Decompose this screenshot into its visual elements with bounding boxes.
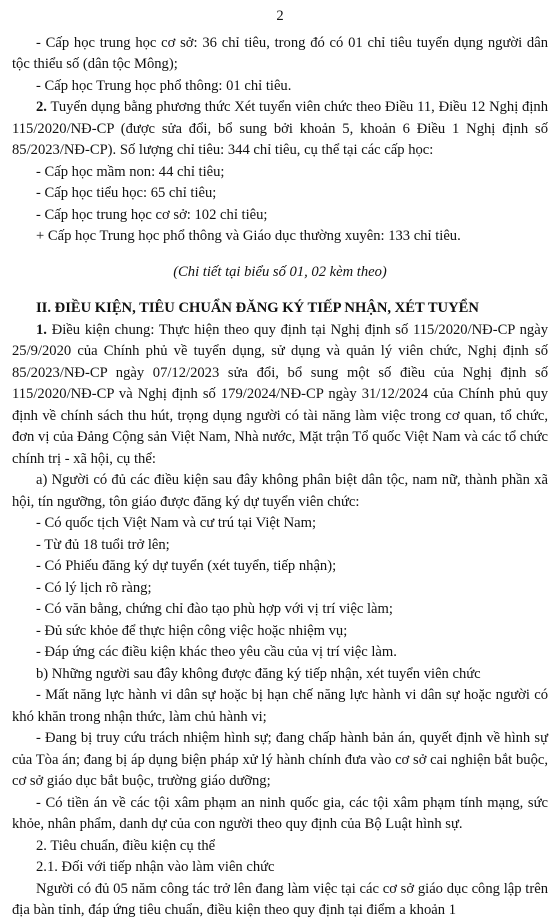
list-item: - Cấp học trung học cơ sở: 36 chỉ tiêu, trong đó có 01 chỉ tiêu tuyển dụng người dân tộc thiểu số (dân tộc Mông); [12, 34, 548, 72]
subsection-heading: 2. Tiêu chuẩn, điều kiện cụ thể [36, 837, 216, 854]
list-item: - Có tiền án về các tội xâm phạm an ninh quốc gia, các tội xâm phạm tính mạng, sức khỏe, nhân phẩm, danh dự của con người theo quy định của Bộ Luật hình sự. [12, 794, 548, 833]
paragraph-number: 1. [36, 321, 47, 338]
paragraph: b) Những người sau đây không được đăng ký tiếp nhận, xét tuyển viên chức [36, 665, 481, 682]
list-item: - Mất năng lực hành vi dân sự hoặc bị hạn chế năng lực hành vi dân sự hoặc người có khó khăn trong nhận thức, làm chủ hành vi; [12, 687, 548, 725]
paragraph: Người có đủ 05 năm công tác trở lên đang làm việc tại các cơ sở giáo dục công lập trên địa bàn tỉnh, đáp ứng tiêu chuẩn, điều kiện theo quy định tại điểm a khoản 1 [12, 880, 548, 919]
list-item: - Cấp học Trung học phổ thông: 01 chỉ tiêu. [36, 77, 292, 94]
subsection-heading: 2.1. Đối với tiếp nhận vào làm viên chức [36, 859, 275, 876]
list-item: - Đủ sức khỏe để thực hiện công việc hoặc nhiệm vụ; [36, 622, 348, 639]
list-item: - Cấp học tiểu học: 65 chỉ tiêu; [36, 185, 217, 201]
paragraph-number: 2. [36, 99, 47, 115]
list-item: - Từ đủ 18 tuổi trở lên; [36, 536, 170, 553]
paragraph: a) Người có đủ các điều kiện sau đây không phân biệt dân tộc, nam nữ, thành phần xã hội, tín ngưỡng, tôn giáo được đăng ký dự tuyển viên chức: [12, 472, 548, 510]
paragraph-text: Điều kiện chung: Thực hiện theo quy định tại Nghị định số 115/2020/NĐ-CP ngày 25/9/2020 của Chính phủ về tuyển dụng, sử dụng và quản lý viên chức, Nghị định số 85/2023/NĐ-CP ngày 07/12/2023 sửa đổi, bổ sung một số điều của Nghị định số 115/2020/NĐ-CP và Nghị định số 179/2024/NĐ-CP ngày 31/12/2024 của Chính phủ quy định về chính sách thu hút, trọng dụng người có tài năng làm việc trong cơ quan, tổ chức, đơn vị của Đảng Cộng sản Việt Nam, Nhà nước, Mặt trận Tổ quốc Việt Nam và các tổ chức chính trị - xã hội, cụ thể: [12, 321, 548, 467]
list-item: - Cấp học mầm non: 44 chỉ tiêu; [36, 163, 225, 180]
detail-note: (Chi tiết tại biểu số 01, 02 kèm theo) [173, 264, 387, 281]
list-item: - Đang bị truy cứu trách nhiệm hình sự; đang chấp hành bản án, quyết định về hình sự của Tòa án; đang bị áp dụng biện pháp xử lý hành chính đưa vào cơ sở cai nghiện bắt buộc, cơ sở giáo dục bắt buộc, trường giáo dưỡng; [12, 730, 548, 790]
list-item: - Đáp ứng các điều kiện khác theo yêu cầu của vị trí việc làm. [36, 644, 397, 661]
list-item: - Cấp học trung học cơ sở: 102 chỉ tiêu; [36, 206, 268, 223]
list-item: - Có Phiếu đăng ký dự tuyển (xét tuyển, tiếp nhận); [36, 558, 337, 575]
paragraph [12, 97, 548, 162]
list-item: - Có văn bằng, chứng chỉ đào tạo phù hợp với vị trí việc làm; [36, 601, 393, 618]
paragraph-text: Tuyển dụng bằng phương thức Xét tuyển viên chức theo Điều 11, Điều 12 Nghị định 115/2020/NĐ-CP (được sửa đổi, bổ sung bởi khoản 5, khoản 6 Điều 1 Nghị định số 85/2023/NĐ-CP). Số lượng chỉ tiêu: 344 chỉ tiêu, cụ thể tại các cấp học: [12, 99, 548, 158]
list-item: + Cấp học Trung học phổ thông và Giáo dục thường xuyên: 133 chỉ tiêu. [36, 228, 461, 244]
paragraph [12, 320, 548, 471]
page-number: 2 [276, 8, 284, 24]
section-heading: II. ĐIỀU KIỆN, TIÊU CHUẨN ĐĂNG KÝ TIẾP NHẬN, XÉT TUYỂN [36, 300, 479, 317]
list-item: - Có lý lịch rõ ràng; [36, 579, 152, 596]
list-item: - Có quốc tịch Việt Nam và cư trú tại Việt Nam; [36, 515, 316, 532]
